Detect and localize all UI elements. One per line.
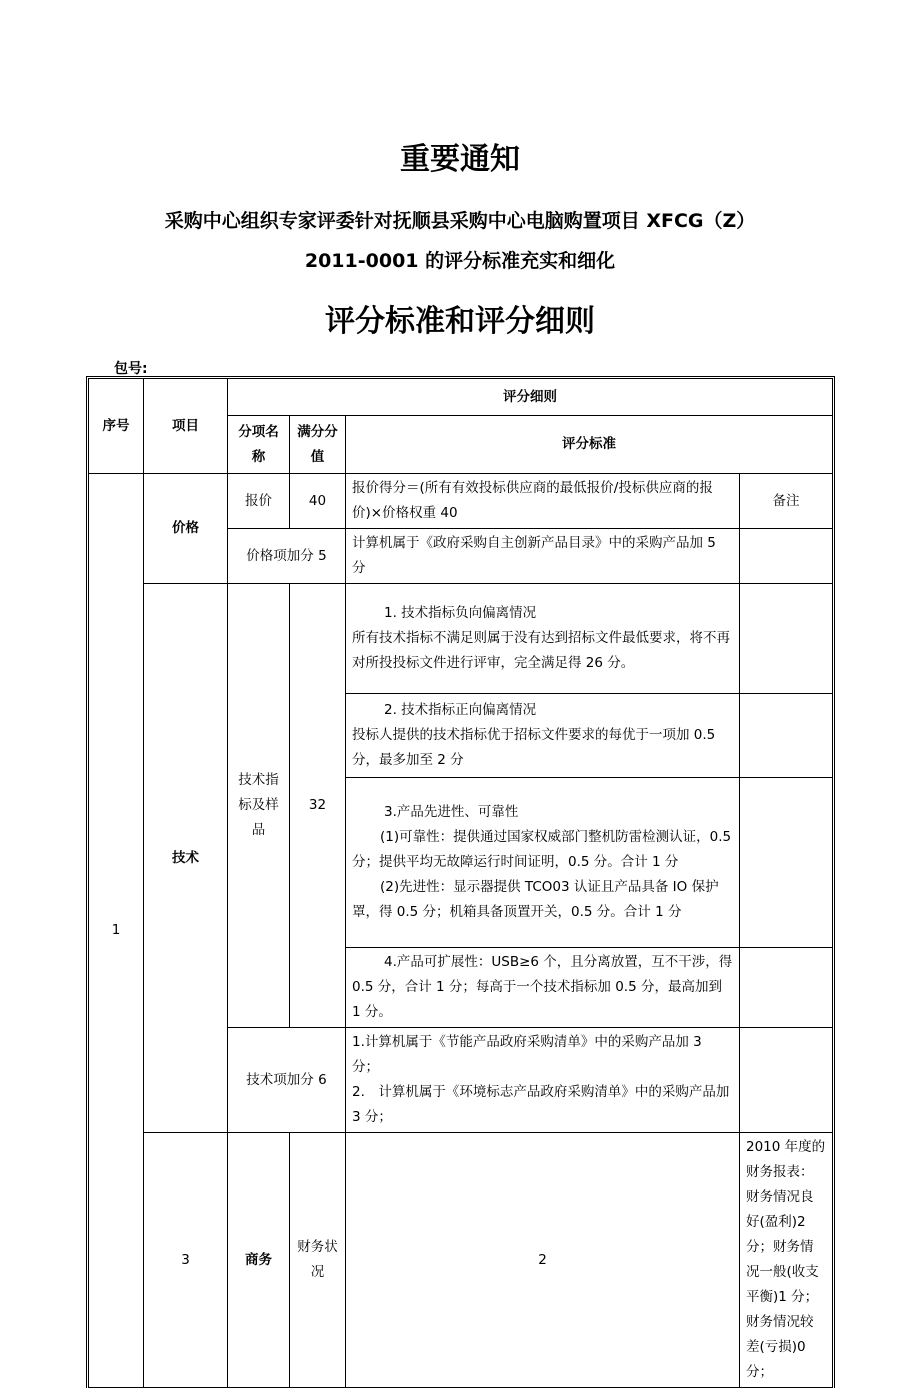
package-label: 包号: (114, 361, 148, 377)
tech-neg-title: 1. 技术指标负向偏离情况 (384, 605, 537, 621)
tech-score: 32 (290, 584, 346, 1028)
tech-adv-note (740, 778, 833, 948)
tech-bonus-standard (346, 1028, 740, 1133)
tech-adv-title: 3.产品先进性、可靠性 (384, 804, 519, 820)
notice-heading: 重要通知 (400, 142, 520, 177)
header-detail: 评分细则 (228, 379, 833, 416)
tech-neg-body: 所有技术指标不满足则属于没有达到招标文件最低要求，将不再对所投投标文件进行评审，完全满足得 26 分。 (352, 630, 730, 671)
price-item: 价格 (144, 474, 228, 584)
biz-item: 商务 (228, 1133, 290, 1388)
tech-ext-text: 4.产品可扩展性：USB≥6 个，且分离放置，互不干涉，得 0.5 分，合计 1 分；每高于一个技术指标加 0.5 分，最高加到 1 分。 (352, 954, 733, 1020)
biz-sub-name: 财务状况 (290, 1133, 346, 1388)
price-standard: 报价得分＝(所有有效投标供应商的最低报价/投标供应商的报价)×价格权重 40 (346, 474, 740, 529)
price-sub-name: 报价 (228, 474, 290, 529)
price-bonus-standard: 计算机属于《政府采购自主创新产品目录》中的采购产品加 5 分 (346, 529, 740, 584)
tech-extensibility (346, 948, 740, 1028)
notice-subtitle-line2: 2011-0001 的评分标准充实和细化 (304, 250, 616, 272)
header-item: 项目 (144, 379, 228, 474)
tech-item: 技术 (144, 584, 228, 1133)
scoring-table (88, 378, 833, 1388)
tech-pos-note (740, 694, 833, 778)
price-bonus-note (740, 529, 833, 584)
price-score: 40 (290, 474, 346, 529)
tech-pos-body: 投标人提供的技术指标优于招标文件要求的每优于一项加 0.5 分，最多加至 2 分 (352, 727, 716, 768)
tech-sub-name: 技术指标及样品 (228, 584, 290, 1028)
biz-standard: 2010 年度的财务报表：财务情况良好(盈利)2 分；财务情况一般(收支平衡)1 分；财务情况较差(亏损)0 分； (740, 1133, 833, 1388)
header-full-score: 满分分值 (290, 416, 346, 474)
tech-negative-deviation (346, 584, 740, 694)
tech-pos-title: 2. 技术指标正向偏离情况 (384, 702, 537, 718)
tech-adv-progressiveness: (2)先进性：显示器提供 TCO03 认证且产品具备 IO 保护罩，得 0.5 分；机箱具备顶置开关，0.5 分。合计 1 分 (352, 879, 719, 920)
tech-adv-reliability: (1)可靠性：提供通过国家权威部门整机防雷检测认证，0.5 分；提供平均无故障运行时间证明，0.5 分。合计 1 分 (352, 829, 732, 870)
tech-bonus-label: 技术项加分 6 (228, 1028, 346, 1133)
header-standard: 评分标准 (346, 416, 833, 474)
tech-bonus-1: 1.计算机属于《节能产品政府采购清单》中的采购产品加 3 分； (352, 1034, 702, 1075)
row-seq-3: 3 (144, 1133, 228, 1388)
tech-ext-note (740, 948, 833, 1028)
notice-subtitle-line1: 采购中心组织专家评委针对抚顺县采购中心电脑购置项目 XFCG（Z） (164, 210, 756, 232)
tech-neg-note (740, 584, 833, 694)
price-bonus-label: 价格项加分 5 (228, 529, 346, 584)
tech-positive-deviation (346, 694, 740, 778)
tech-bonus-note (740, 1028, 833, 1133)
biz-score: 2 (346, 1133, 740, 1388)
tech-advancement-reliability (346, 778, 740, 948)
price-note: 备注 (740, 474, 833, 529)
header-sub-name: 分项名称 (228, 416, 290, 474)
tech-bonus-2: 2. 计算机属于《环境标志产品政府采购清单》中的采购产品加 3 分； (352, 1084, 730, 1125)
header-seq: 序号 (89, 379, 144, 474)
scoring-title: 评分标准和评分细则 (325, 304, 595, 339)
row-seq-1: 1 (89, 474, 144, 1388)
